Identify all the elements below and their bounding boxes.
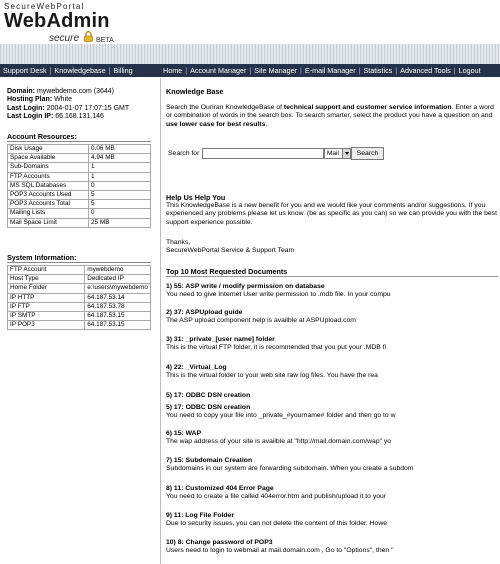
system-row-label: IP POP3 (8, 321, 85, 330)
doc-desc: Subdomains in our system are forwarding subdomain. When you create a subdom (166, 465, 414, 473)
doc-desc: This is the virtual FTP folder, it is recommended that you put your .MDB fi (166, 344, 387, 352)
doc-link[interactable]: 10) 8: Change password of POP3 (166, 539, 273, 546)
resource-row-label: MS SQL Databases (8, 181, 89, 190)
main-content (166, 78, 498, 564)
system-row-value: 64.187.53.78 (85, 302, 151, 311)
doc-item (166, 404, 498, 421)
resource-row-value: 5 (89, 200, 151, 209)
resource-row-value: 4.94 MB (89, 154, 151, 163)
sidebar (0, 78, 161, 564)
system-row-value: 64.187.53.14 (85, 293, 151, 302)
resource-row (8, 154, 151, 163)
system-row (8, 293, 151, 302)
resource-row-label: POP3 Accounts Used (8, 191, 89, 200)
doc-item (166, 485, 498, 502)
system-row-value: 64.187.53.15 (85, 321, 151, 330)
resource-row-label: POP3 Accounts Total (8, 200, 89, 209)
resource-row-label: Space Available (8, 154, 89, 163)
kb-intro: Search the Ouriran KnowledgeBase of technical support and customer service information. Enter a word or combination of words in the search box. To search smarter, select the product you have a question on and use lower case for best results. (166, 104, 494, 128)
doc-link[interactable]: 9) 11: Log File Folder (166, 512, 234, 519)
nav-logout[interactable]: Logout (458, 66, 481, 75)
system-row (8, 321, 151, 330)
doc-item (166, 364, 498, 381)
resource-row (8, 172, 151, 181)
top-navigation (0, 64, 500, 77)
account-resources-title: Account Resources: (7, 132, 77, 141)
resource-row (8, 209, 151, 218)
doc-link[interactable]: 7) 15: Subdomain Creation (166, 457, 253, 464)
system-row-value: Dedicated IP (85, 275, 151, 284)
nav-advanced-tools[interactable]: Advanced Tools (400, 66, 451, 75)
doc-item (166, 392, 498, 400)
doc-link[interactable]: 2) 37: ASPUpload guide (166, 309, 243, 316)
resource-row (8, 145, 151, 154)
help-title: Help Us Help You (166, 193, 226, 202)
logo-top-text: SecureWebPortal (4, 2, 85, 11)
product-select[interactable]: Mail (324, 148, 351, 159)
top10-title: Top 10 Most Requested Documents (166, 267, 288, 276)
nav-left: Support Desk | Knowledgebase | Billing (3, 66, 133, 75)
account-info: Domain: mywebdemo.com (3644) Hosting Plan: White Last Login: 2004-01-07 17:07:15 GMT Last Login IP: 66.168.131.146 (7, 88, 130, 121)
nav-site-manager[interactable]: Site Manager (254, 66, 298, 75)
system-row (8, 266, 151, 275)
system-row-value: mywebdemo (85, 266, 151, 275)
doc-desc: You need to give Internet User write permission to .mdb file. In your compu (166, 291, 391, 299)
domain-value: mywebdemo.com (3644) (36, 88, 114, 95)
doc-desc: The ASP upload component help is availble at ASPUpload.com (166, 317, 356, 325)
system-row (8, 312, 151, 321)
resource-row-value: 0.06 MB (89, 145, 151, 154)
help-thanks: Thanks, SecureWebPortal Service & Support Team (166, 239, 295, 255)
last-login-value: 2004-01-07 17:07:15 GMT (46, 104, 130, 112)
nav-account-manager[interactable]: Account Manager (190, 66, 247, 75)
system-info-table (7, 265, 151, 330)
last-login-ip-value: 66.168.131.146 (55, 113, 104, 121)
doc-item (166, 430, 498, 447)
system-row-label: FTP Account (8, 266, 85, 275)
help-body: This KnowledgeBase is a new benefit for you and we would like your comments and/or suggestions. If you experienced any problems please let us know. (be as specific as you can) so we can provide you with the best support experience possible. (166, 202, 497, 226)
nav-knowledgebase[interactable]: Knowledgebase (54, 66, 106, 75)
doc-link[interactable]: 8) 11: Customized 404 Error Page (166, 485, 274, 492)
plan-value: White (54, 96, 72, 104)
resource-row-value: 1 (89, 163, 151, 172)
doc-link[interactable]: 3) 31: _private_[user name] folder (166, 336, 275, 343)
doc-item (166, 309, 498, 326)
doc-item (166, 283, 498, 300)
lock-icon (84, 31, 93, 42)
search-button[interactable]: Search (351, 147, 384, 160)
resource-row (8, 191, 151, 200)
system-row (8, 302, 151, 311)
resource-row-label: Disk Usage (8, 145, 89, 154)
chevron-down-icon[interactable] (342, 149, 350, 158)
resource-row (8, 200, 151, 209)
page-title: Knowledge Base (166, 87, 224, 96)
search-form (168, 148, 498, 160)
search-label: Search for (168, 150, 200, 157)
resource-row (8, 218, 151, 227)
system-row-value: 64.187.53.15 (85, 312, 151, 321)
doc-link[interactable]: 4) 22: _Virtual_Log (166, 364, 227, 371)
doc-link[interactable]: 6) 15: WAP (166, 430, 202, 437)
nav-home[interactable]: Home (163, 66, 183, 75)
doc-item (166, 512, 498, 529)
resource-row-value: 25 MB (89, 218, 151, 227)
doc-desc: This is the virtual folder to your web site raw log files. You have the rea (166, 372, 378, 380)
resource-row-label: FTP Accounts (8, 172, 89, 181)
doc-link[interactable]: 5) 17: ODBC DSN creation (166, 404, 251, 411)
nav-support-desk[interactable]: Support Desk (3, 66, 47, 75)
doc-item (166, 457, 498, 474)
system-row-label: Home Folder (8, 284, 85, 293)
system-row-label: IP FTP (8, 302, 85, 311)
resource-row-value: 5 (89, 191, 151, 200)
doc-desc: You need to create a file called 404error.htm and publish/upload it to your (166, 493, 387, 501)
resource-row-label: Mailing Lists (8, 209, 89, 218)
doc-desc: You need to copy your file into _private_#yourname# folder and then go to w (166, 412, 396, 420)
resource-row-value: 1 (89, 172, 151, 181)
system-row (8, 275, 151, 284)
doc-desc: Due to security issues, you can not delete the content of this folder. Howe (166, 520, 388, 528)
resource-row-value: 0 (89, 209, 151, 218)
search-input[interactable] (202, 148, 324, 159)
system-info-title: System Information: (7, 253, 77, 262)
header-stripe (0, 44, 500, 64)
resource-row (8, 163, 151, 172)
system-row (8, 284, 151, 293)
system-row-label: IP SMTP (8, 312, 85, 321)
system-row-label: IP HTTP (8, 293, 85, 302)
resource-row (8, 181, 151, 190)
resource-row-label: Mail Space Limit (8, 218, 89, 227)
nav-right: Home | Account Manager | Site Manager | E-mail Manager | Statistics | Advanced Tools | Logout (163, 66, 481, 75)
system-row-label: Host Type (8, 275, 85, 284)
doc-desc: The wap address of your site is availble at "http://mail.domain.com/wap" yo (166, 438, 392, 446)
system-row-value: e:\users\mywebdemo (85, 284, 151, 293)
nav-statistics[interactable]: Statistics (363, 66, 393, 75)
doc-desc: Users need to login to webmail at mail.domain.com , Go to "Options", then " (166, 547, 394, 555)
account-resources-table (7, 144, 151, 228)
logo[interactable] (4, 2, 124, 47)
resource-row-label: Sub-Domains (8, 163, 89, 172)
nav-email-manager[interactable]: E-mail Manager (304, 66, 356, 75)
logo-secure-text: secure (49, 33, 80, 44)
resource-row-value: 0 (89, 181, 151, 190)
logo-name: WebAdmin (4, 10, 110, 32)
doc-item (166, 336, 498, 353)
doc-link[interactable]: 1) 55: ASP write / modify permission on database (166, 283, 325, 290)
nav-billing[interactable]: Billing (113, 66, 133, 75)
doc-item (166, 539, 498, 556)
beta-label: BETA (96, 37, 114, 44)
doc-link[interactable]: 5) 17: ODBC DSN creation (166, 392, 251, 399)
